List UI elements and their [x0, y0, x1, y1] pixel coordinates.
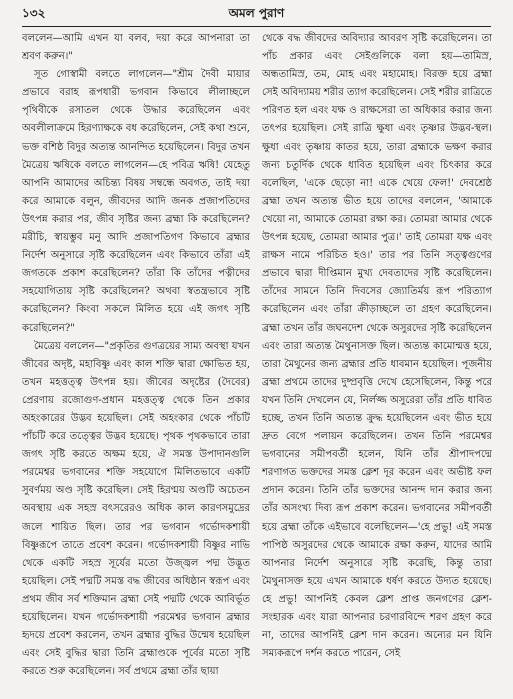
left-column [22, 30, 250, 695]
right-column [262, 30, 492, 695]
running-title: অমল পুরাণ [228, 6, 285, 20]
paragraph: মৈত্রেয় বললেন—"প্রকৃতির গুণত্রয়ের সাম্য অবস্থা যখন জীবের অদৃষ্ট, মহাবিষ্ণু এবং কাল শক্তি দ্বারা ক্ষোভিত হয়, তখন মহত্তত্ত্ব উৎপন্ন হয়। জীবের অদৃষ্টের (দৈবের) প্রেরণায় রজোগুণ-প্রধান মহত্তত্ত্ব থেকে তিন প্রকার অহংকারের উদ্ভব হয়েছিল। সেই অহংকার থেকে পাঁচটি পাঁচটি করে তত্ত্বের উদ্ভব হয়েছে। পৃথক পৃথকভাবে তারা জগৎ সৃষ্টি করতে অক্ষম হয়ে, ঐ সমস্ত উপাদানগুলি পরমেশ্বর ভগবানের শক্তি সহযোগে মিলিতভাবে একটি সুবর্ণময় অণ্ড সৃষ্টি করেছিল। সেই হিরণ্ময় অণ্ডটি অচেতন অবস্থায় এক সহস্র বৎসরেরও অধিক কাল কারণসমুদ্রের জলে শায়িত ছিল। তার পর ভগবান গর্ভোদকশায়ী বিষ্ণুরূপে তাতে প্রবেশ করেন। গর্ভোদকশায়ী বিষ্ণুর নাভি থেকে একটি সহস্র সূর্যের মতো উজ্জ্বল পদ্ম উদ্ভূত হয়েছিল। সেই পদ্মটি সমস্ত বদ্ধ জীবের অধিষ্ঠান স্বরূপ এবং প্রথম জীব সর্ব শক্তিমান ব্রহ্মা সেই পদ্মটি থেকে আবির্ভূত হয়েছিলেন। যখন গর্ভোদকশায়ী পরমেশ্বর ভগবান ব্রহ্মার হৃদয়ে প্রবেশ করলেন, তখন ব্রহ্মার বুদ্ধির উন্মেষ হয়েছিল এবং সেই বুদ্ধির দ্বারা তিনি ব্রহ্মাণ্ডকে পূর্বের মতো সৃষ্টি করতে শুরু করেছিলেন। সর্ব প্রথমে ব্রহ্মা তাঁর ছায়া [22, 340, 250, 678]
paragraph: সূত গোস্বামী বলতে লাগলেন—"শ্রীম দৈবী মায়ার প্রভাবে বরাহ রূপধারী ভগবান কিভাবে লীলাচ্ছলে পৃথিবীকে রসাতল থেকে উদ্ধার করেছিলেন এবং অবলীলাক্রমে হিরণ্যাক্ষকে বধ করেছিলেন, সেই কথা শুনে, ভক্ত বশিষ্ঠ বিদুর অত্যন্ত আনন্দিত হয়েছিলেন। বিদুর তখন মৈত্রেয় ঋষিকে বলতে লাগলেন—হে পবিত্র ঋষি! যেহেতু আপনি আমাদের অচিন্ত্য বিষয় সম্বন্ধে অবগত, তাই দয়া করে আমাকে বলুন, জীবদের আদি জনক প্রজাপতিদের উৎপন্ন করার পর, জীব সৃষ্টির জন্য ব্রহ্মা কি করেছিলেন? মরীচি, স্বায়ম্ভুব মনু আদি প্রজাপতিগণ কিভাবে ব্রহ্মার নির্দেশ অনুসারে সৃষ্টি করেছিলেন এবং কিভাবে তাঁরা এই জগতকে প্রকাশ করেছিলেন? তাঁরা কি তাঁদের পত্নীদের সহযোগিতায় সৃষ্টি করেছিলেন? অথবা স্বতন্ত্রভাবে সৃষ্টি করেছিলেন? কিংবা সকলে মিলিত হয়ে এই জগৎ সৃষ্টি করেছিলেন?" [22, 69, 250, 334]
paragraph: বললেন—আমি এখন যা বলব, দয়া করে আপনারা তা শ্রবণ করুন।" [22, 33, 250, 63]
paragraph: থেকে বদ্ধ জীবদের অবিদ্যার আবরণ সৃষ্টি করেছিলেন। তা পাঁচ প্রকার এবং সেইগুলিকে বলা হয়—তামিস্র, অন্ধতামিস্র, তম, মোহ এবং মহামোহ। বিরক্ত হয়ে ব্রহ্মা সেই অবিদ্যাময় শরীর ত্যাগ করেছিলেন। সেই শরীর রাত্রিতে পরিণত হল এবং যক্ষ ও রাক্ষসেরা তা অধিকার করার জন্য তৎপর হয়েছিল। সেই রাত্রি ক্ষুধা এবং তৃষ্ণার উদ্ভব-স্থল। ক্ষুধা এবং তৃষ্ণায় কাতর হয়ে, তারা ব্রহ্মাকে ভক্ষণ করার জন্য চতুর্দিক থেকে ধাবিত হয়েছিল এবং চিৎকার করে বলেছিল, 'একে ছেড়ো না! একে খেয়ে ফেল!' দেবশ্রেষ্ঠ ব্রহ্মা তখন অত্যন্ত ভীত হয়ে তাদের বললেন, 'আমাকে খেয়ো না, আমাকে তোমরা রক্ষা কর। তোমরা আমার থেকে উৎপন্ন হয়েছ, তোমরা আমার পুত্র।' তাই তোমরা যক্ষ এবং রাক্ষস নামে পরিচিত হও।' তার পর তিনি সত্ত্বগুণের প্রভাবে দ্বারা দীপ্তিমান মুখ্য দেবতাদের সৃষ্টি করেছিলেন। তাঁদের সামনে তিনি দিবসের জ্যোতির্ময় রূপ পরিত্যাগ করেছিলেন এবং তাঁরা ক্রীড়াচ্ছলে তা গ্রহণ করেছিলেন। ব্রহ্মা তখন তাঁর জঘনদেশ থেকে অসুরদের সৃষ্টি করেছিলেন এবং তারা অত্যন্ত মৈথুনাসক্ত ছিল। অত্যন্ত কামোন্মত্ত হয়ে, তারা মৈথুনের জন্য ব্রহ্মার প্রতি ধাবমান হয়েছিল। পূজনীয় ব্রহ্মা প্রথমে তাদের দুষ্প্রবৃত্তি দেখে হেসেছিলেন, কিন্তু পরে যখন তিনি দেখলেন যে, নির্লজ্জ অসুরেরা তাঁর প্রতি ধাবিত হচ্ছে, তখন তিনি অত্যন্ত ক্রুদ্ধ হয়েছিলেন এবং ভীত হয়ে দ্রুত বেগে পলায়ন করেছিলেন। তখন তিনি পরমেশ্বর ভগবানের সমীপবর্তী হলেন, যিনি তাঁর শ্রীপাদপদ্মে শরণাগত ভক্তদের সমস্ত ক্লেশ দূর করেন এবং অভীষ্ট ফল প্রদান করেন। তিনি তাঁর ভক্তদের আনন্দ দান করার জন্য তাঁর অসংখ্য দিব্য রূপ প্রকাশ করেন। ভগবানের সমীপবর্তী হয়ে ব্রহ্মা তাঁকে এইভাবে বলেছিলেন—'হে প্রভু! এই সমস্ত পাপিষ্ঠ অসুরদের থেকে আমাকে রক্ষা করুন, যাদের আমি আপনার নির্দেশ অনুসারে সৃষ্টি করেছি, কিন্তু তারা মৈথুনাসক্ত হয়ে এখন আমাকে ধর্ষণ করতে উদ্যত হয়েছে। হে প্রভু! আপনিই কেবল ক্লেশ প্রাপ্ত জনগণের ক্লেশ-সংহারক এবং যারা আপনার চরণারবিন্দে শরণ গ্রহণ করে না, তাদের আপনিই ক্লেশ দান করেন। অন্যের মন যিনি সম্যকরূপে দর্শন করতে পারেন, সেই [262, 33, 492, 660]
page-header [22, 4, 491, 27]
page-number: ১৩২ [22, 6, 46, 20]
